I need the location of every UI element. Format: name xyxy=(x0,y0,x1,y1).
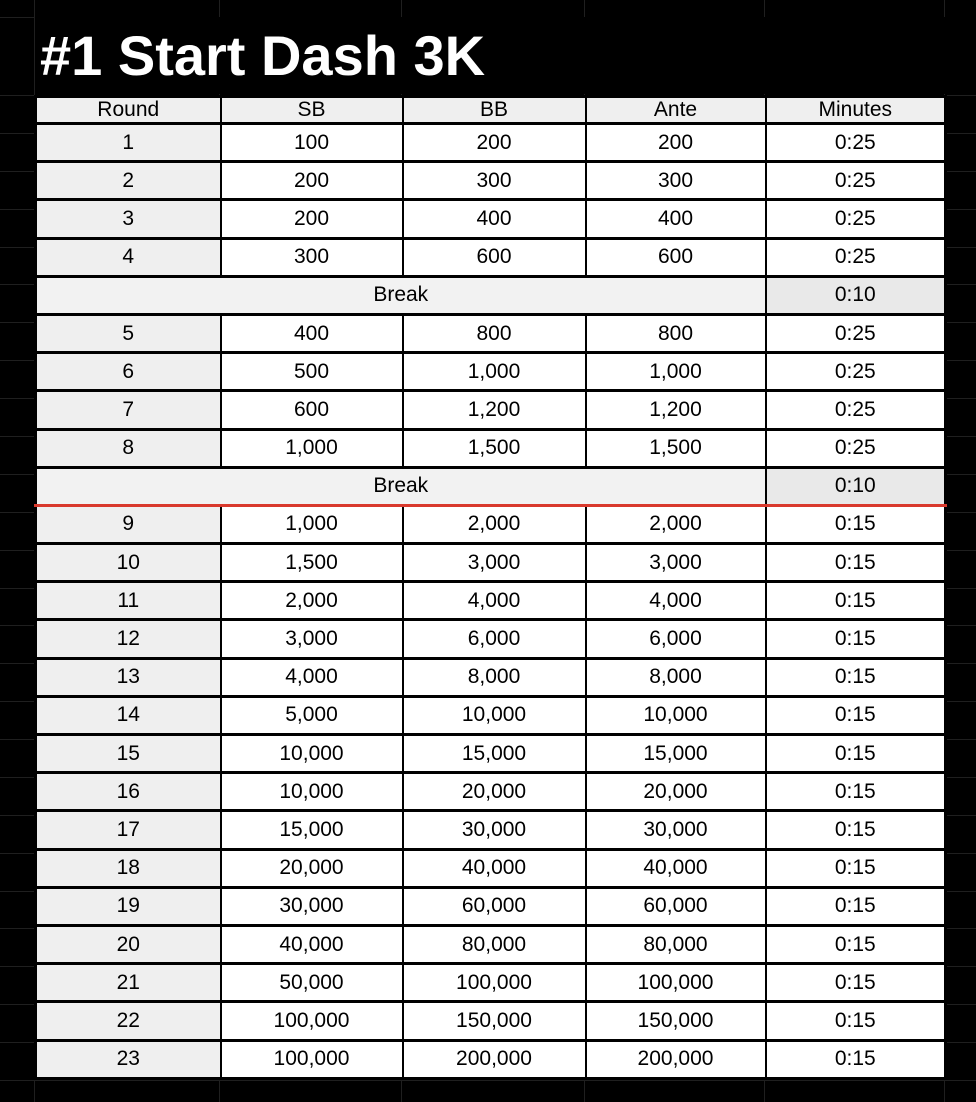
level-row xyxy=(36,811,946,849)
bb-cell: 6,000 xyxy=(403,620,586,658)
break-row xyxy=(36,276,946,314)
minutes-cell: 0:25 xyxy=(766,238,946,276)
sb-cell: 10,000 xyxy=(221,773,403,811)
minutes-cell: 0:15 xyxy=(766,925,946,963)
round-cell: 5 xyxy=(36,314,221,352)
ante-cell: 600 xyxy=(586,238,766,276)
bb-cell: 40,000 xyxy=(403,849,586,887)
ante-cell: 30,000 xyxy=(586,811,766,849)
break-minutes-cell: 0:10 xyxy=(766,276,946,314)
round-cell: 4 xyxy=(36,238,221,276)
minutes-cell: 0:25 xyxy=(766,429,946,467)
ante-cell: 150,000 xyxy=(586,1002,766,1040)
level-row xyxy=(36,124,946,162)
level-row xyxy=(36,887,946,925)
minutes-cell: 0:15 xyxy=(766,887,946,925)
ante-cell: 15,000 xyxy=(586,735,766,773)
sb-cell: 5,000 xyxy=(221,696,403,734)
minutes-cell: 0:15 xyxy=(766,658,946,696)
minutes-cell: 0:25 xyxy=(766,391,946,429)
level-row xyxy=(36,620,946,658)
level-row xyxy=(36,200,946,238)
level-row xyxy=(36,1040,946,1079)
bb-cell: 1,500 xyxy=(403,429,586,467)
column-header-ante: Ante xyxy=(586,97,766,124)
minutes-cell: 0:25 xyxy=(766,200,946,238)
bb-cell: 80,000 xyxy=(403,925,586,963)
blind-structure-table xyxy=(34,95,947,1080)
level-row xyxy=(36,162,946,200)
title-band xyxy=(35,17,976,94)
round-cell: 18 xyxy=(36,849,221,887)
round-cell: 21 xyxy=(36,964,221,1002)
column-header-minutes: Minutes xyxy=(766,97,946,124)
bb-cell: 800 xyxy=(403,314,586,352)
minutes-cell: 0:25 xyxy=(766,314,946,352)
sb-cell: 1,500 xyxy=(221,544,403,582)
level-row xyxy=(36,238,946,276)
round-cell: 19 xyxy=(36,887,221,925)
round-cell: 11 xyxy=(36,582,221,620)
bb-cell: 8,000 xyxy=(403,658,586,696)
sb-cell: 100,000 xyxy=(221,1040,403,1079)
bb-cell: 100,000 xyxy=(403,964,586,1002)
ante-cell: 3,000 xyxy=(586,544,766,582)
minutes-cell: 0:15 xyxy=(766,1002,946,1040)
minutes-cell: 0:15 xyxy=(766,773,946,811)
ante-cell: 200 xyxy=(586,124,766,162)
round-cell: 14 xyxy=(36,696,221,734)
level-row xyxy=(36,429,946,467)
minutes-cell: 0:25 xyxy=(766,124,946,162)
round-cell: 6 xyxy=(36,353,221,391)
column-header-sb: SB xyxy=(221,97,403,124)
page-title: #1 Start Dash 3K xyxy=(40,24,486,87)
round-cell: 1 xyxy=(36,124,221,162)
round-cell: 23 xyxy=(36,1040,221,1079)
minutes-cell: 0:15 xyxy=(766,544,946,582)
level-row xyxy=(36,849,946,887)
round-cell: 20 xyxy=(36,925,221,963)
bb-cell: 1,000 xyxy=(403,353,586,391)
ante-cell: 4,000 xyxy=(586,582,766,620)
minutes-cell: 0:15 xyxy=(766,696,946,734)
round-cell: 10 xyxy=(36,544,221,582)
sb-cell: 200 xyxy=(221,162,403,200)
sb-cell: 15,000 xyxy=(221,811,403,849)
bb-cell: 20,000 xyxy=(403,773,586,811)
minutes-cell: 0:15 xyxy=(766,849,946,887)
ante-cell: 1,000 xyxy=(586,353,766,391)
ante-cell: 300 xyxy=(586,162,766,200)
level-row xyxy=(36,735,946,773)
minutes-cell: 0:15 xyxy=(766,505,946,543)
background-gridline xyxy=(0,1080,976,1081)
bb-cell: 600 xyxy=(403,238,586,276)
bb-cell: 400 xyxy=(403,200,586,238)
break-label-cell: Break xyxy=(36,467,766,505)
level-row xyxy=(36,964,946,1002)
ante-cell: 800 xyxy=(586,314,766,352)
bb-cell: 300 xyxy=(403,162,586,200)
bb-cell: 30,000 xyxy=(403,811,586,849)
minutes-cell: 0:15 xyxy=(766,964,946,1002)
level-row xyxy=(36,314,946,352)
sb-cell: 2,000 xyxy=(221,582,403,620)
sb-cell: 4,000 xyxy=(221,658,403,696)
round-cell: 15 xyxy=(36,735,221,773)
ante-cell: 400 xyxy=(586,200,766,238)
sb-cell: 100 xyxy=(221,124,403,162)
bb-cell: 200,000 xyxy=(403,1040,586,1079)
round-cell: 8 xyxy=(36,429,221,467)
sb-cell: 3,000 xyxy=(221,620,403,658)
bb-cell: 3,000 xyxy=(403,544,586,582)
minutes-cell: 0:25 xyxy=(766,353,946,391)
ante-cell: 2,000 xyxy=(586,505,766,543)
round-cell: 12 xyxy=(36,620,221,658)
round-cell: 3 xyxy=(36,200,221,238)
sb-cell: 1,000 xyxy=(221,429,403,467)
level-row xyxy=(36,544,946,582)
ante-cell: 200,000 xyxy=(586,1040,766,1079)
sb-cell: 10,000 xyxy=(221,735,403,773)
sb-cell: 600 xyxy=(221,391,403,429)
round-cell: 17 xyxy=(36,811,221,849)
minutes-cell: 0:15 xyxy=(766,620,946,658)
bb-cell: 2,000 xyxy=(403,505,586,543)
ante-cell: 8,000 xyxy=(586,658,766,696)
break-row xyxy=(36,467,946,505)
table-header xyxy=(36,97,946,124)
sb-cell: 30,000 xyxy=(221,887,403,925)
sb-cell: 200 xyxy=(221,200,403,238)
break-minutes-cell: 0:10 xyxy=(766,467,946,505)
ante-cell: 40,000 xyxy=(586,849,766,887)
ante-cell: 6,000 xyxy=(586,620,766,658)
minutes-cell: 0:25 xyxy=(766,162,946,200)
bb-cell: 10,000 xyxy=(403,696,586,734)
header-row xyxy=(36,97,946,124)
sb-cell: 300 xyxy=(221,238,403,276)
round-cell: 7 xyxy=(36,391,221,429)
column-header-round: Round xyxy=(36,97,221,124)
table-body xyxy=(36,124,946,1079)
ante-cell: 20,000 xyxy=(586,773,766,811)
level-row xyxy=(36,582,946,620)
column-header-bb: BB xyxy=(403,97,586,124)
bb-cell: 200 xyxy=(403,124,586,162)
ante-cell: 1,200 xyxy=(586,391,766,429)
sb-cell: 100,000 xyxy=(221,1002,403,1040)
sb-cell: 40,000 xyxy=(221,925,403,963)
sb-cell: 400 xyxy=(221,314,403,352)
round-cell: 2 xyxy=(36,162,221,200)
minutes-cell: 0:15 xyxy=(766,735,946,773)
sb-cell: 20,000 xyxy=(221,849,403,887)
level-row xyxy=(36,658,946,696)
round-cell: 16 xyxy=(36,773,221,811)
bb-cell: 1,200 xyxy=(403,391,586,429)
ante-cell: 10,000 xyxy=(586,696,766,734)
minutes-cell: 0:15 xyxy=(766,1040,946,1079)
ante-cell: 60,000 xyxy=(586,887,766,925)
round-cell: 9 xyxy=(36,505,221,543)
level-row xyxy=(36,391,946,429)
minutes-cell: 0:15 xyxy=(766,582,946,620)
round-cell: 13 xyxy=(36,658,221,696)
minutes-cell: 0:15 xyxy=(766,811,946,849)
bb-cell: 150,000 xyxy=(403,1002,586,1040)
round-cell: 22 xyxy=(36,1002,221,1040)
level-row xyxy=(36,353,946,391)
bb-cell: 60,000 xyxy=(403,887,586,925)
bb-cell: 15,000 xyxy=(403,735,586,773)
sb-cell: 50,000 xyxy=(221,964,403,1002)
level-row xyxy=(36,1002,946,1040)
level-row xyxy=(36,696,946,734)
level-row xyxy=(36,925,946,963)
ante-cell: 80,000 xyxy=(586,925,766,963)
level-row xyxy=(36,773,946,811)
break-label-cell: Break xyxy=(36,276,766,314)
sb-cell: 500 xyxy=(221,353,403,391)
bb-cell: 4,000 xyxy=(403,582,586,620)
ante-cell: 1,500 xyxy=(586,429,766,467)
level-row xyxy=(36,505,946,543)
ante-cell: 100,000 xyxy=(586,964,766,1002)
sb-cell: 1,000 xyxy=(221,505,403,543)
